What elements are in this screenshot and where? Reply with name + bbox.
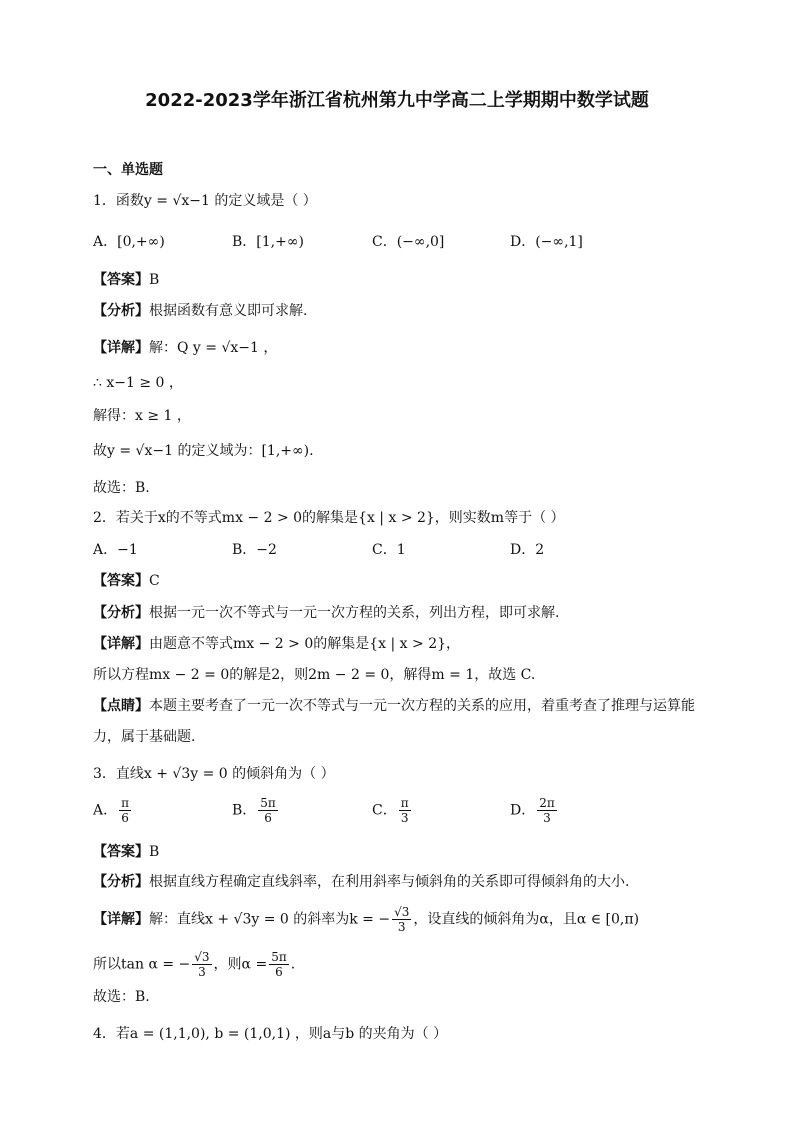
detail-text: 由题意不等式mx − 2 > 0的解集是{x | x > 2}， [149, 636, 461, 652]
q1-step-1: ∴ x−1 ≥ 0 ， [93, 375, 183, 391]
q1-step-2: 解得：x ≥ 1 ， [93, 408, 191, 424]
q2-option-d: D．2 [510, 542, 545, 558]
page-title: 2022-2023学年浙江省杭州第九中学高二上学期期中数学试题 [145, 90, 649, 111]
q1-step-4: 故选：B. [93, 480, 150, 496]
detail-tag: 【详解】 [93, 340, 149, 356]
detail-text: 解：Q y = √x−1 ， [149, 340, 278, 356]
option-letter: C． [372, 802, 397, 819]
answer-value: B [149, 272, 160, 288]
detail-tag: 【详解】 [93, 636, 149, 652]
q2-option-a: A．−1 [93, 542, 138, 558]
answer-tag: 【答案】 [93, 844, 149, 860]
option-fraction: $\frac{5\pi}{6}$ [260, 796, 276, 825]
q1-step-3: 故y = √x−1 的定义域为：[1,+∞). [93, 443, 314, 459]
step-text: 所以tan α = − [93, 956, 191, 973]
q3-option-d [510, 796, 559, 825]
detail-text-cont: ，设直线的倾斜角为α，且α ∈ [0,π) [413, 911, 640, 928]
tan-fraction: $\frac{√3}{3}$ [194, 950, 210, 979]
slope-fraction: $\frac{√3}{3}$ [394, 905, 410, 934]
question-4-stem: 4．若a = (1,1,0), b = (1,0,1) ，则a与b 的夹角为（ ） [93, 1026, 448, 1042]
q2-detail [93, 634, 460, 654]
angle-fraction: $\frac{5\pi}{6}$ [271, 950, 287, 979]
analysis-text: 根据函数有意义即可求解. [149, 303, 308, 319]
q3-option-a [93, 796, 133, 825]
answer-value: B [149, 844, 160, 860]
q2-answer [93, 571, 160, 591]
q1-option-b: B．[1,+∞) [232, 234, 304, 250]
option-fraction: $\frac{\pi}{6}$ [121, 796, 130, 825]
q3-option-b [232, 796, 280, 825]
answer-value: C [149, 573, 160, 589]
question-3-stem: 3．直线x + √3y = 0 的倾斜角为（ ） [93, 766, 335, 782]
q2-step-1: 所以方程mx − 2 = 0的解是2，则2m − 2 = 0，解得m = 1，故选 C. [93, 667, 536, 683]
section-heading: 一、单选题 [93, 162, 163, 178]
answer-tag: 【答案】 [93, 573, 149, 589]
step-text-cont: ，则α = [213, 956, 268, 973]
q3-step-1 [93, 950, 295, 979]
question-1-stem: 1．函数y = √x−1 的定义域是（ ） [93, 193, 317, 209]
q2-option-b: B．−2 [232, 542, 277, 558]
q3-option-c [372, 796, 413, 825]
q1-option-d: D．(−∞,1] [510, 234, 583, 250]
q1-option-c: C．(−∞,0] [372, 234, 445, 250]
q3-step-2: 故选：B. [93, 989, 150, 1005]
q3-analysis [93, 872, 629, 892]
option-letter: D． [510, 802, 536, 819]
detail-tag: 【详解】 [93, 911, 149, 928]
step-period: . [290, 956, 296, 973]
q2-tip [93, 696, 695, 716]
q3-detail [93, 905, 639, 934]
q1-analysis [93, 301, 307, 321]
option-letter: A． [93, 802, 118, 819]
q3-answer [93, 842, 159, 862]
option-fraction: $\frac{\pi}{3}$ [400, 796, 409, 825]
analysis-text: 根据直线方程确定直线斜率，在利用斜率与倾斜角的关系即可得倾斜角的大小. [149, 874, 630, 890]
tip-tag: 【点睛】 [93, 698, 149, 714]
q1-option-a: A．[0,+∞) [93, 234, 165, 250]
option-fraction: $\frac{2\pi}{3}$ [539, 796, 555, 825]
analysis-tag: 【分析】 [93, 874, 149, 890]
q2-option-c: C．1 [372, 542, 406, 558]
question-2-stem: 2．若关于x的不等式mx − 2 > 0的解集是{x | x > 2}，则实数m等于（ ） [93, 510, 565, 526]
q2-analysis [93, 603, 559, 623]
tip-text: 本题主要考查了一元一次不等式与一元一次方程的关系的应用，着重考查了推理与运算能 [149, 698, 695, 714]
answer-tag: 【答案】 [93, 272, 149, 288]
q1-detail [93, 338, 277, 358]
analysis-tag: 【分析】 [93, 303, 149, 319]
option-letter: B． [232, 802, 257, 819]
analysis-text: 根据一元一次不等式与一元一次方程的关系，列出方程，即可求解. [149, 605, 560, 621]
q1-answer [93, 270, 159, 290]
analysis-tag: 【分析】 [93, 605, 149, 621]
q2-tip-continued: 力，属于基础题. [93, 729, 196, 745]
detail-text: 解：直线x + √3y = 0 的斜率为k = − [149, 911, 391, 928]
